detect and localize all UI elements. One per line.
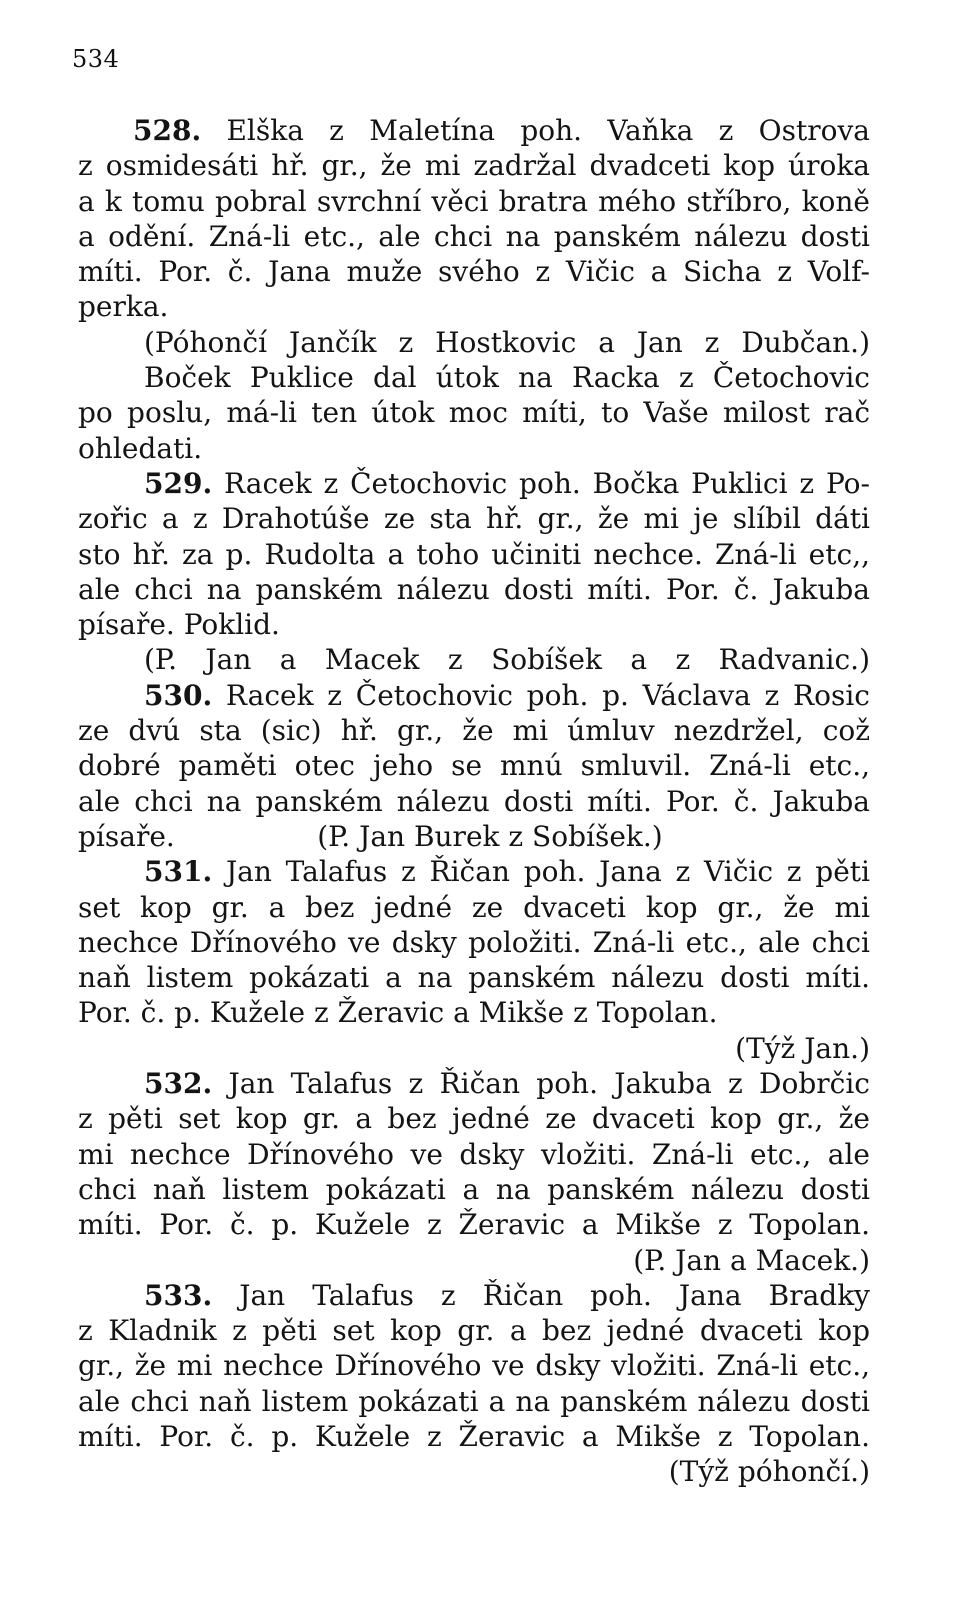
text-line (78, 607, 870, 642)
text-line (78, 325, 870, 360)
line-text: gr., že mi nechce Dřínového ve dsky vložiti. Zná-li etc., (78, 1349, 870, 1383)
line-text: (P. Jan a Macek z Sobíšek a z Radvanic.) (144, 643, 870, 677)
text-line (78, 995, 870, 1030)
line-text: Jan Talafus z Řičan poh. Jana Bradky (212, 1278, 870, 1312)
line-text: Por. č. p. Kužele z Žeravic a Mikše z Topolan. (78, 996, 718, 1030)
text-line (78, 642, 870, 677)
line-text: míti. Por. č. Jana muže svého z Vičic a Sicha z Volf- (78, 255, 870, 289)
text-line (78, 713, 870, 748)
line-text: z Kladnik z pěti set kop gr. a bez jedné dvaceti kop (78, 1314, 870, 1348)
text-line (78, 572, 870, 607)
text-line (78, 1348, 870, 1383)
line-text: ale chci naň listem pokázati a na panském nálezu dosti (78, 1384, 870, 1418)
line-text: Jan Talafus z Řičan poh. Jana z Vičic z pěti (212, 855, 870, 889)
text-line (78, 1101, 870, 1136)
entry-first-line (78, 466, 870, 501)
text-line (78, 395, 870, 430)
line-text: dobré paměti otec jeho se mnú smluvil. Zná-li etc., (78, 749, 870, 783)
text-line (78, 1031, 870, 1066)
line-text: Elška z Maletína poh. Vaňka z Ostrova (201, 114, 870, 147)
line-text: Jan Talafus z Řičan poh. Jakuba z Dobrčic (212, 1067, 870, 1101)
line-text: ale chci na panském nálezu dosti míti. Por. č. Jakuba (78, 572, 870, 606)
line-text: písaře. (P. Jan Burek z Sobíšek.) (78, 819, 663, 853)
line-text: písaře. Poklid. (78, 608, 280, 642)
text-line (78, 360, 870, 395)
text-line (78, 784, 870, 819)
entry-first-line (78, 678, 870, 713)
entry-first-line (78, 1066, 870, 1101)
entry-number: 532. (144, 1067, 213, 1101)
line-text: (Týž Jan.) (735, 1031, 870, 1065)
text-line (78, 1207, 870, 1242)
line-text: perka. (78, 290, 169, 324)
text-line (78, 289, 870, 324)
entry-number: 529. (144, 466, 213, 500)
line-text: míti. Por. č. p. Kužele z Žeravic a Mikše z Topolan. (78, 1419, 870, 1453)
text-line (78, 254, 870, 289)
text-line (78, 219, 870, 254)
line-text: ohledati. (78, 431, 203, 465)
page-number: 534 (72, 45, 120, 73)
text-line (78, 1172, 870, 1207)
entry-number: 533. (144, 1278, 213, 1312)
text-line (78, 1384, 870, 1419)
line-text: z pěti set kop gr. a bez jedné ze dvaceti kop gr., že (78, 1102, 870, 1136)
text-line (78, 925, 870, 960)
text-line (78, 148, 870, 183)
text-line (78, 748, 870, 783)
text-line (78, 1137, 870, 1172)
text-line (78, 819, 870, 854)
line-text: po poslu, má-li ten útok moc míti, to Vaše milost rač (78, 396, 870, 430)
entry-first-line (78, 854, 870, 889)
entry-number: 531. (144, 855, 213, 889)
line-text: a odění. Zná-li etc., ale chci na panském nálezu dosti (78, 219, 870, 253)
entry-first-line (78, 113, 870, 148)
line-text: mi nechce Dřínového ve dsky vložiti. Zná-li etc., ale (78, 1137, 870, 1171)
text-line (78, 537, 870, 572)
line-text: (Póhončí Jančík z Hostkovic a Jan z Dubčan.) (144, 325, 870, 359)
entry-number: 528. (133, 114, 202, 147)
text-line (78, 431, 870, 466)
text-line (78, 1454, 870, 1489)
line-text: sto hř. za p. Rudolta a toho učiniti nechce. Zná-li etc,, (78, 537, 870, 571)
line-text: ale chci na panském nálezu dosti míti. Por. č. Jakuba (78, 784, 870, 818)
text-line (78, 960, 870, 995)
text-line (78, 890, 870, 925)
line-text: (Týž póhončí.) (668, 1455, 870, 1489)
text-line (78, 1313, 870, 1348)
line-text: ze dvú sta (sic) hř. gr., že mi úmluv nezdržel, což (78, 714, 870, 748)
line-text: míti. Por. č. p. Kužele z Žeravic a Mikše z Topolan. (78, 1208, 870, 1242)
line-text: set kop gr. a bez jedné ze dvaceti kop gr., že mi (78, 890, 870, 924)
text-line (78, 1243, 870, 1278)
line-text: naň listem pokázati a na panském nálezu dosti míti. (78, 961, 870, 995)
entry-number: 530. (144, 678, 213, 712)
entry-first-line (78, 1278, 870, 1313)
line-text: Racek z Četochovic poh. p. Václava z Rosic (212, 678, 870, 712)
line-text: z osmidesáti hř. gr., že mi zadržal dvadceti kop úroka (78, 149, 870, 183)
line-text: Boček Puklice dal útok na Racka z Četochovic (144, 361, 870, 395)
line-text: a k tomu pobral svrchní věci bratra mého stříbro, koně (78, 184, 870, 218)
line-text: zořic a z Drahotúše ze sta hř. gr., že mi je slíbil dáti (78, 502, 870, 536)
line-text: chci naň listem pokázati a na panském nálezu dosti (78, 1172, 870, 1206)
line-text: Racek z Četochovic poh. Bočka Puklici z Po- (212, 466, 870, 500)
text-line (78, 501, 870, 536)
text-line (78, 184, 870, 219)
entries-text (78, 113, 870, 1490)
line-text: (P. Jan a Macek.) (633, 1243, 870, 1277)
text-line (78, 1419, 870, 1454)
line-text: nechce Dřínového ve dsky položiti. Zná-li etc., ale chci (78, 925, 870, 959)
